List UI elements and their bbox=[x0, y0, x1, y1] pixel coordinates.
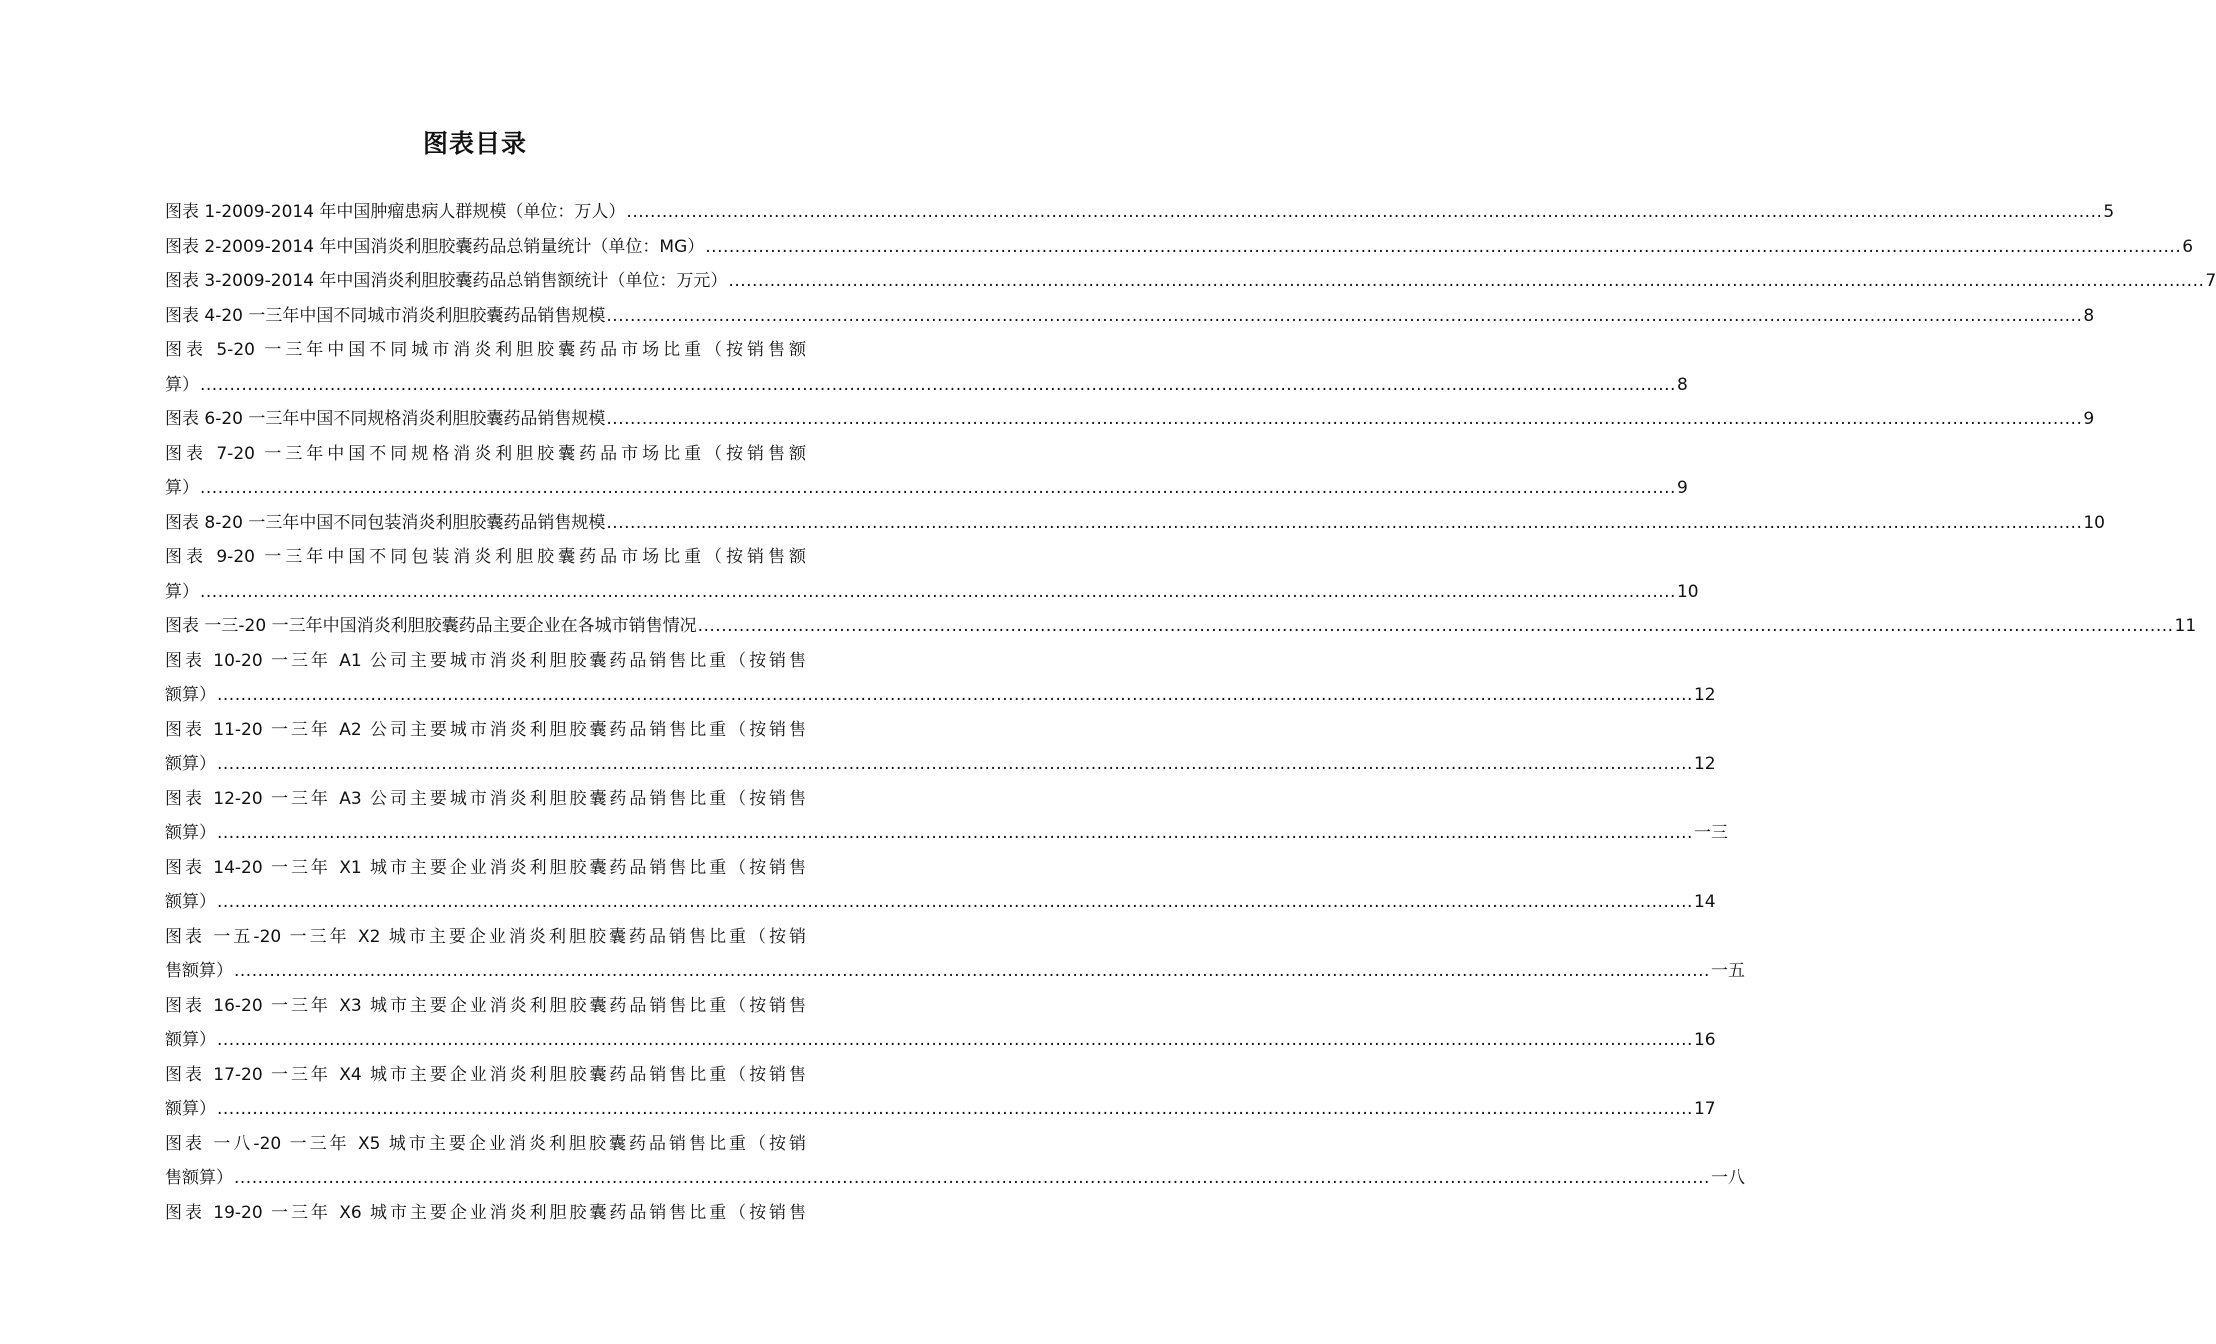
toc-entry-text: 图表 一五-20 一三年 X2 城市主要企业消炎利胆胶囊药品销售比重（按销 bbox=[165, 926, 806, 947]
toc-entry[interactable] bbox=[165, 437, 1688, 506]
toc-entry[interactable] bbox=[165, 644, 1716, 713]
dot-leader: .......................................................................................................................................................................................................................................................... bbox=[217, 823, 1693, 843]
toc-entry-last-line bbox=[165, 1023, 1716, 1058]
toc-page-number: 17 bbox=[1693, 1099, 1716, 1119]
dot-leader: .......................................................................................................................................................................................................................................................... bbox=[728, 271, 2205, 291]
toc-entry[interactable] bbox=[165, 333, 1688, 402]
toc-page-number: 9 bbox=[1676, 478, 1688, 498]
dot-leader: .......................................................................................................................................................................................................................................................... bbox=[200, 478, 1676, 498]
toc-page-number: 8 bbox=[1676, 374, 1688, 395]
toc-entry-last-line bbox=[165, 471, 1688, 506]
toc-entry-text: 图表 9-20 一三年中国不同包装消炎利胆胶囊药品市场比重（按销售额 bbox=[165, 547, 806, 567]
toc-entry-last-line bbox=[165, 747, 1716, 782]
toc-entry[interactable] bbox=[165, 195, 2115, 230]
toc-entry[interactable] bbox=[165, 713, 1716, 782]
toc-page-number: 一八 bbox=[1710, 1168, 1745, 1188]
toc-entry-text: 图表 17-20 一三年 X4 城市主要企业消炎利胆胶囊药品销售比重（按销售 bbox=[165, 1064, 806, 1085]
toc-entry-text: 图表 3-2009-2014 年中国消炎利胆胶囊药品总销售额统计（单位：万元） bbox=[165, 271, 728, 291]
toc-entry[interactable] bbox=[165, 920, 1745, 989]
toc-page-number: 11 bbox=[2174, 616, 2197, 636]
toc-entry-text: 售额算） bbox=[165, 961, 233, 981]
toc-page-number: 10 bbox=[1676, 581, 1699, 602]
toc-entry-text: 额算） bbox=[165, 1099, 216, 1119]
toc-entry-last-line bbox=[165, 299, 2095, 334]
toc-entry-text: 售额算） bbox=[165, 1168, 233, 1188]
toc-entry-text: 图表 7-20 一三年中国不同规格消炎利胆胶囊药品市场比重（按销售额 bbox=[165, 443, 806, 464]
toc-page-number: 6 bbox=[2182, 236, 2194, 257]
dot-leader: .......................................................................................................................................................................................................................................................... bbox=[705, 236, 2182, 257]
toc-entry-last-line bbox=[165, 885, 1716, 920]
dot-leader: .......................................................................................................................................................................................................................................................... bbox=[626, 202, 2103, 222]
dot-leader: .......................................................................................................................................................................................................................................................... bbox=[217, 754, 1693, 774]
toc-entry[interactable] bbox=[165, 1196, 806, 1231]
toc-page-number: 12 bbox=[1693, 754, 1716, 774]
toc-entry[interactable] bbox=[165, 264, 2216, 299]
toc-entry[interactable] bbox=[165, 851, 1716, 920]
toc-entry[interactable] bbox=[165, 989, 1716, 1058]
toc-entry-text: 额算） bbox=[165, 823, 216, 843]
toc-entry-text: 算） bbox=[165, 374, 199, 395]
toc-page-number: 5 bbox=[2103, 202, 2115, 222]
toc-entry-last-line bbox=[165, 368, 1688, 403]
toc-entry-text: 图表 1-2009-2014 年中国肿瘤患病人群规模（单位：万人） bbox=[165, 202, 626, 222]
toc-entry[interactable] bbox=[165, 1127, 1745, 1196]
dot-leader: .......................................................................................................................................................................................................................................................... bbox=[200, 581, 1676, 602]
page-title: 图表目录 bbox=[422, 129, 527, 158]
toc-entry-text: 图表 4-20 一三年中国不同城市消炎利胆胶囊药品销售规模 bbox=[165, 305, 606, 326]
toc-entry-text: 图表 19-20 一三年 X6 城市主要企业消炎利胆胶囊药品销售比重（按销售 bbox=[165, 1202, 806, 1223]
toc-entry-last-line bbox=[165, 264, 2216, 299]
toc-entry[interactable] bbox=[165, 299, 2095, 334]
toc-entry-last-line bbox=[165, 575, 1699, 610]
toc-entry[interactable] bbox=[165, 540, 1699, 609]
toc-page-number: 14 bbox=[1693, 892, 1716, 912]
toc-entry[interactable] bbox=[165, 609, 2197, 644]
toc-entry-text: 算） bbox=[165, 581, 199, 602]
toc-entry-text: 图表 8-20 一三年中国不同包装消炎利胆胶囊药品销售规模 bbox=[165, 512, 606, 533]
dot-leader: .......................................................................................................................................................................................................................................................... bbox=[217, 685, 1693, 705]
toc-entry-last-line bbox=[165, 1092, 1716, 1127]
toc-entry-last-line bbox=[165, 506, 2105, 541]
toc-entry-last-line bbox=[165, 678, 1716, 713]
dot-leader: .......................................................................................................................................................................................................................................................... bbox=[200, 374, 1676, 395]
toc-page-number: 16 bbox=[1693, 1030, 1716, 1050]
toc-entry-text: 额算） bbox=[165, 754, 216, 774]
toc-entry[interactable] bbox=[165, 782, 1728, 851]
toc-entry-text: 算） bbox=[165, 478, 199, 498]
toc-entry-text: 额算） bbox=[165, 685, 216, 705]
toc-entry-text: 额算） bbox=[165, 892, 216, 912]
toc-entry-last-line bbox=[165, 195, 2115, 230]
toc-entry-text: 图表 11-20 一三年 A2 公司主要城市消炎利胆胶囊药品销售比重（按销售 bbox=[165, 719, 806, 740]
toc-entry[interactable] bbox=[165, 402, 2095, 437]
toc-entry-last-line bbox=[165, 954, 1745, 989]
toc-entry-last-line bbox=[165, 1161, 1745, 1196]
toc-entry-last-line bbox=[165, 816, 1728, 851]
dot-leader: .......................................................................................................................................................................................................................................................... bbox=[217, 1099, 1693, 1119]
dot-leader: .......................................................................................................................................................................................................................................................... bbox=[217, 1030, 1693, 1050]
toc-entry-text: 图表 一八-20 一三年 X5 城市主要企业消炎利胆胶囊药品销售比重（按销 bbox=[165, 1133, 806, 1154]
toc-entry-text: 图表 2-2009-2014 年中国消炎利胆胶囊药品总销量统计（单位：MG） bbox=[165, 236, 705, 257]
toc-entry-text: 图表 6-20 一三年中国不同规格消炎利胆胶囊药品销售规模 bbox=[165, 409, 606, 429]
toc-page-number: 12 bbox=[1693, 685, 1716, 705]
toc-page-number: 7 bbox=[2205, 271, 2216, 291]
toc-entry-text: 图表 一三-20 一三年中国消炎利胆胶囊药品主要企业在各城市销售情况 bbox=[165, 616, 697, 636]
toc-page-number: 9 bbox=[2083, 409, 2095, 429]
toc-entry-text: 图表 14-20 一三年 X1 城市主要企业消炎利胆胶囊药品销售比重（按销售 bbox=[165, 857, 806, 878]
toc-entry-text: 图表 10-20 一三年 A1 公司主要城市消炎利胆胶囊药品销售比重（按销售 bbox=[165, 650, 806, 671]
toc-entry-last-line bbox=[165, 230, 2194, 265]
toc-entry-text: 图表 16-20 一三年 X3 城市主要企业消炎利胆胶囊药品销售比重（按销售 bbox=[165, 995, 806, 1016]
figure-list bbox=[165, 195, 2216, 1230]
toc-entry-text: 图表 12-20 一三年 A3 公司主要城市消炎利胆胶囊药品销售比重（按销售 bbox=[165, 788, 806, 809]
dot-leader: .......................................................................................................................................................................................................................................................... bbox=[606, 512, 2083, 533]
toc-entry[interactable] bbox=[165, 1058, 1716, 1127]
toc-entry-text: 图表 5-20 一三年中国不同城市消炎利胆胶囊药品市场比重（按销售额 bbox=[165, 340, 806, 360]
toc-entry-last-line bbox=[165, 402, 2095, 437]
toc-entry[interactable] bbox=[165, 230, 2194, 265]
toc-entry-last-line bbox=[165, 609, 2197, 644]
toc-entry-text: 额算） bbox=[165, 1030, 216, 1050]
toc-page-number: 10 bbox=[2083, 512, 2105, 533]
toc-entry[interactable] bbox=[165, 506, 2105, 541]
toc-page-number: 一三 bbox=[1693, 823, 1728, 843]
dot-leader: .......................................................................................................................................................................................................................................................... bbox=[606, 409, 2083, 429]
dot-leader: .......................................................................................................................................................................................................................................................... bbox=[606, 305, 2083, 326]
toc-page-number: 8 bbox=[2083, 305, 2095, 326]
dot-leader: .......................................................................................................................................................................................................................................................... bbox=[234, 1168, 1710, 1188]
dot-leader: .......................................................................................................................................................................................................................................................... bbox=[234, 961, 1710, 981]
dot-leader: .......................................................................................................................................................................................................................................................... bbox=[217, 892, 1693, 912]
toc-page-number: 一五 bbox=[1710, 961, 1745, 981]
dot-leader: .......................................................................................................................................................................................................................................................... bbox=[697, 616, 2174, 636]
